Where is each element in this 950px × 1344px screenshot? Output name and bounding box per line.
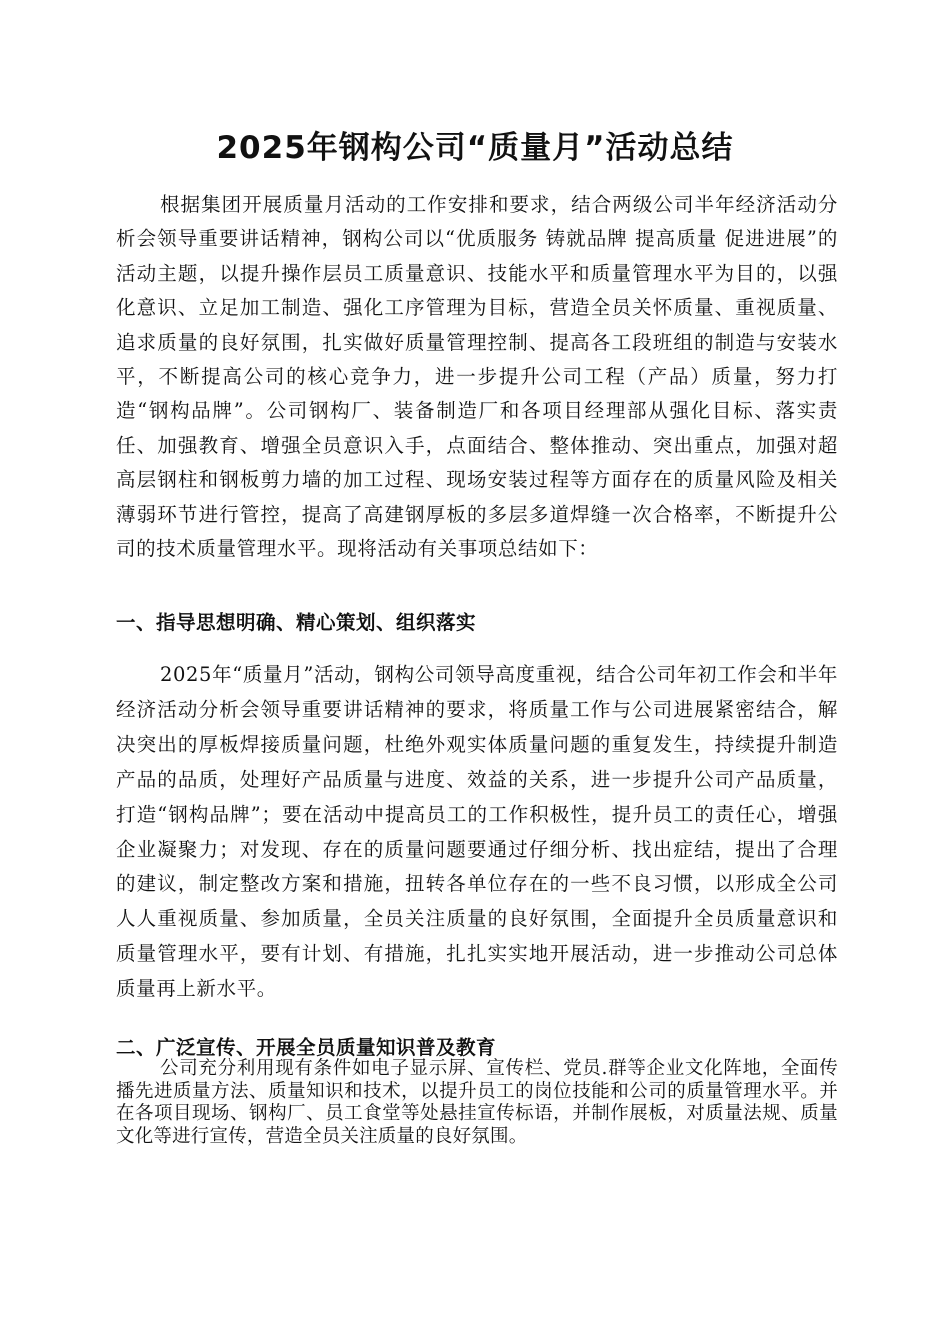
intro-paragraph: 根据集团开展质量月活动的工作安排和要求，结合两级公司半年经济活动分析会领导重要讲话精神，钢构公司以“优质服务 铸就品牌 提高质量 促进进展”的活动主题，以提升操作层员工质量意识、技能水平和质量管理水平为目的，以强化意识、立足加工制造、强化工序管理为目标，营造全员关怀质量、重视质量、追求质量的良好氛围，扎实做好质量管理控制、提高各工段班组的制造与安装水平，不断提高公司的核心竞争力，进一步提升公司工程（产品）质量，努力打造“钢构品牌”。公司钢构厂、装备制造厂和各项目经理部从强化目标、落实责任、加强教育、增强全员意识入手，点面结合、整体推动、突出重点，加强对超高层钢柱和钢板剪力墙的加工过程、现场安装过程等方面存在的质量风险及相关薄弱环节进行管控，提高了高建钢厚板的多层多道焊缝一次合格率，不断提升公司的技术质量管理水平。现将活动有关事项总结如下： — [116, 193, 838, 561]
section-heading-publicity-education: 二、广泛宣传、开展全员质量知识普及教育 — [116, 1036, 497, 1059]
section-heading-guiding-ideology: 一、指导思想明确、精心策划、组织落实 — [116, 611, 477, 634]
section-paragraph-publicity-education: 公司充分利用现有条件如电子显示屏、宣传栏、党员.群等企业文化阵地，全面传播先进质量方法、质量知识和技术，以提升员工的岗位技能和公司的质量管理水平。并在各项目现场、钢构厂、员工食堂等处悬挂宣传标语，并制作展板，对质量法规、质量文化等进行宣传，营造全员关注质量的良好氛围。 — [116, 1058, 838, 1148]
section-paragraph-guiding-ideology: 2025年“质量月”活动，钢构公司领导高度重视，结合公司年初工作会和半年经济活动分析会领导重要讲话精神的要求，将质量工作与公司进展紧密结合，解决突出的厚板焊接质量问题，杜绝外观实体质量问题的重复发生，持续提升制造产品的品质，处理好产品质量与进度、效益的关系，进一步提升公司产品质量，打造“钢构品牌”；要在活动中提高员工的工作积极性，提升员工的责任心，增强企业凝聚力；对发现、存在的质量问题要通过仔细分析、找出症结，提出了合理的建议，制定整改方案和措施，扭转各单位存在的一些不良习惯，以形成全公司人人重视质量、参加质量，全员关注质量的良好氛围，全面提升全员质量意识和质量管理水平，要有计划、有措施，扎扎实实地开展活动，进一步推动公司总体质量再上新水平。 — [116, 663, 838, 1001]
document-title: 2025年钢构公司“质量月”活动总结 — [216, 130, 734, 166]
